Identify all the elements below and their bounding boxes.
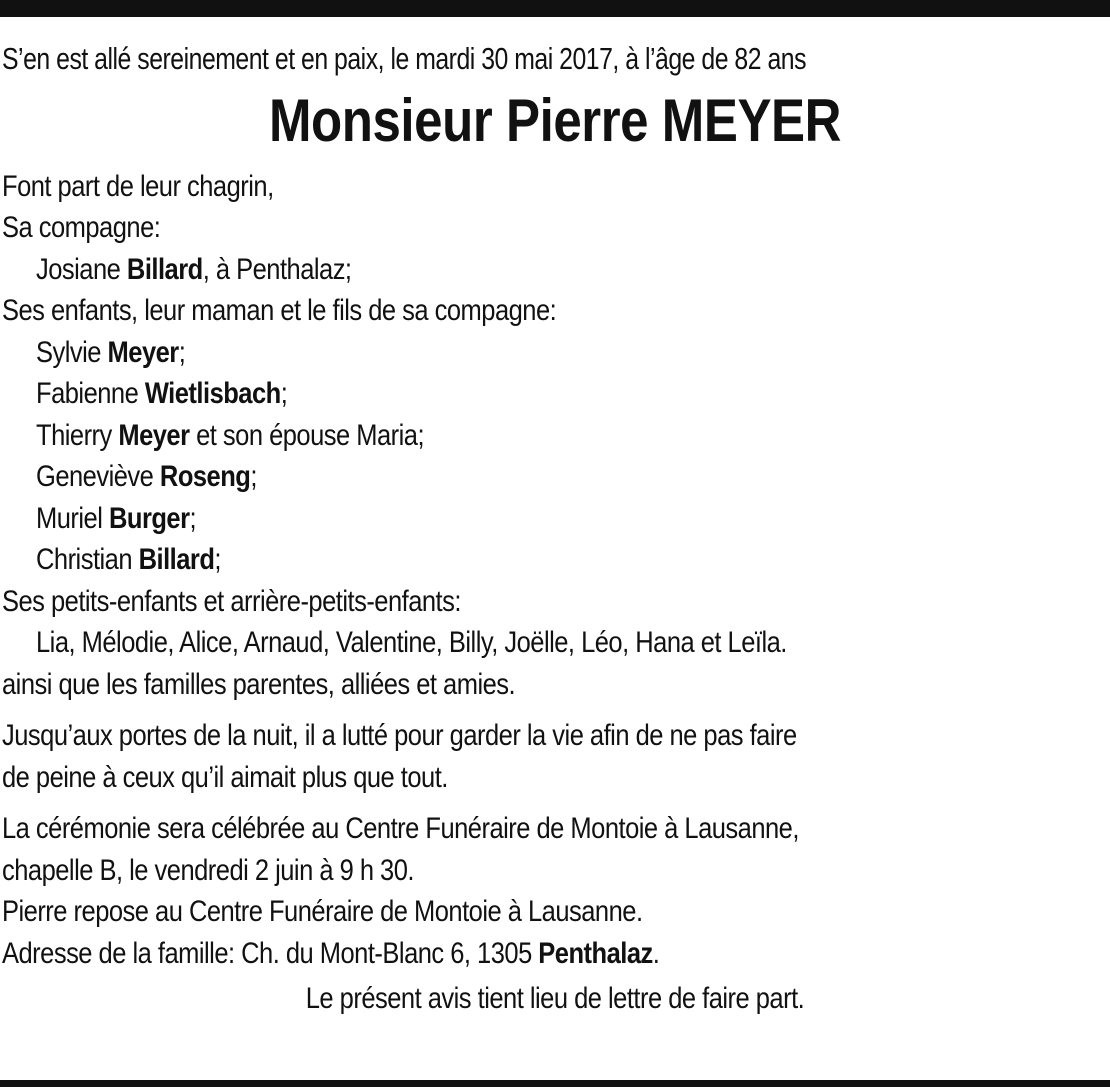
surname: Billard (138, 543, 215, 576)
partner-heading: Sa compagne: (2, 211, 161, 244)
first-name: Sylvie (36, 335, 101, 369)
opening-line: Font part de leur chagrin, (2, 169, 274, 203)
surname: Burger (108, 501, 190, 535)
grandchildren-list: Lia, Mélodie, Alice, Arnaud, Valentine, Billy, Joëlle, Léo, Hana et Leïla. (36, 626, 787, 659)
partner-entry (2, 249, 942, 291)
entry-rest: ; (250, 460, 257, 493)
ceremony-line: La cérémonie sera célébrée au Centre Funéraire de Montoie à Lausanne, (2, 812, 799, 845)
death-notice (2, 38, 1108, 1020)
extended-family-line: ainsi que les familles parentes, alliées et amies. (2, 667, 516, 701)
first-name: Christian (36, 543, 133, 576)
entry-rest: ; (280, 377, 288, 410)
family-address (2, 933, 942, 975)
intro-line: S’en est allé sereinement et en paix, le mardi 30 mai 2017, à l’âge de 82 ans (2, 41, 807, 76)
first-name: Geneviève (36, 460, 154, 493)
first-name: Muriel (36, 501, 103, 535)
first-name: Thierry (36, 418, 112, 452)
children-heading: Ses enfants, leur maman et le fils de sa compagne: (2, 294, 557, 327)
address-end: . (652, 936, 660, 970)
first-name: Josiane (36, 252, 121, 286)
entry-rest: ; (178, 335, 186, 369)
child-entry (2, 332, 942, 374)
tribute-line: de peine à ceux qu’il aimait plus que tout. (2, 760, 448, 794)
entry-rest: et son épouse Maria; (189, 418, 425, 452)
bottom-rule (0, 1080, 1110, 1087)
top-rule (0, 0, 1110, 17)
address-town: Penthalaz (538, 936, 653, 970)
first-name: Fabienne (36, 377, 139, 410)
child-entry (2, 373, 942, 415)
closing-line: Le présent avis tient lieu de lettre de faire part. (305, 982, 805, 1015)
paragraph-gap (2, 798, 1108, 808)
surname: Meyer (118, 418, 190, 452)
child-entry (2, 539, 942, 581)
tribute-line: Jusqu’aux portes de la nuit, il a lutté pour garder la vie afin de ne pas faire (2, 719, 797, 752)
surname: Wietlisbach (144, 377, 281, 410)
entry-rest: ; (189, 501, 197, 535)
child-entry (2, 415, 942, 457)
entry-rest: , à Penthalaz; (202, 252, 352, 286)
repose-line: Pierre repose au Centre Funéraire de Montoie à Lausanne. (2, 895, 643, 928)
ceremony-line: chapelle B, le vendredi 2 juin à 9 h 30. (2, 853, 414, 887)
deceased-name: Monsieur Pierre MEYER (268, 86, 842, 154)
address-text: Adresse de la famille: Ch. du Mont-Blanc 6, 1305 (2, 936, 539, 970)
grandchildren-heading: Ses petits-enfants et arrière-petits-enfants: (2, 584, 461, 618)
paragraph-gap (2, 705, 1108, 715)
surname: Billard (126, 252, 203, 286)
child-entry (2, 498, 942, 540)
surname: Meyer (107, 335, 179, 369)
entry-rest: ; (214, 543, 221, 576)
surname: Roseng (159, 460, 251, 493)
child-entry (2, 456, 942, 498)
